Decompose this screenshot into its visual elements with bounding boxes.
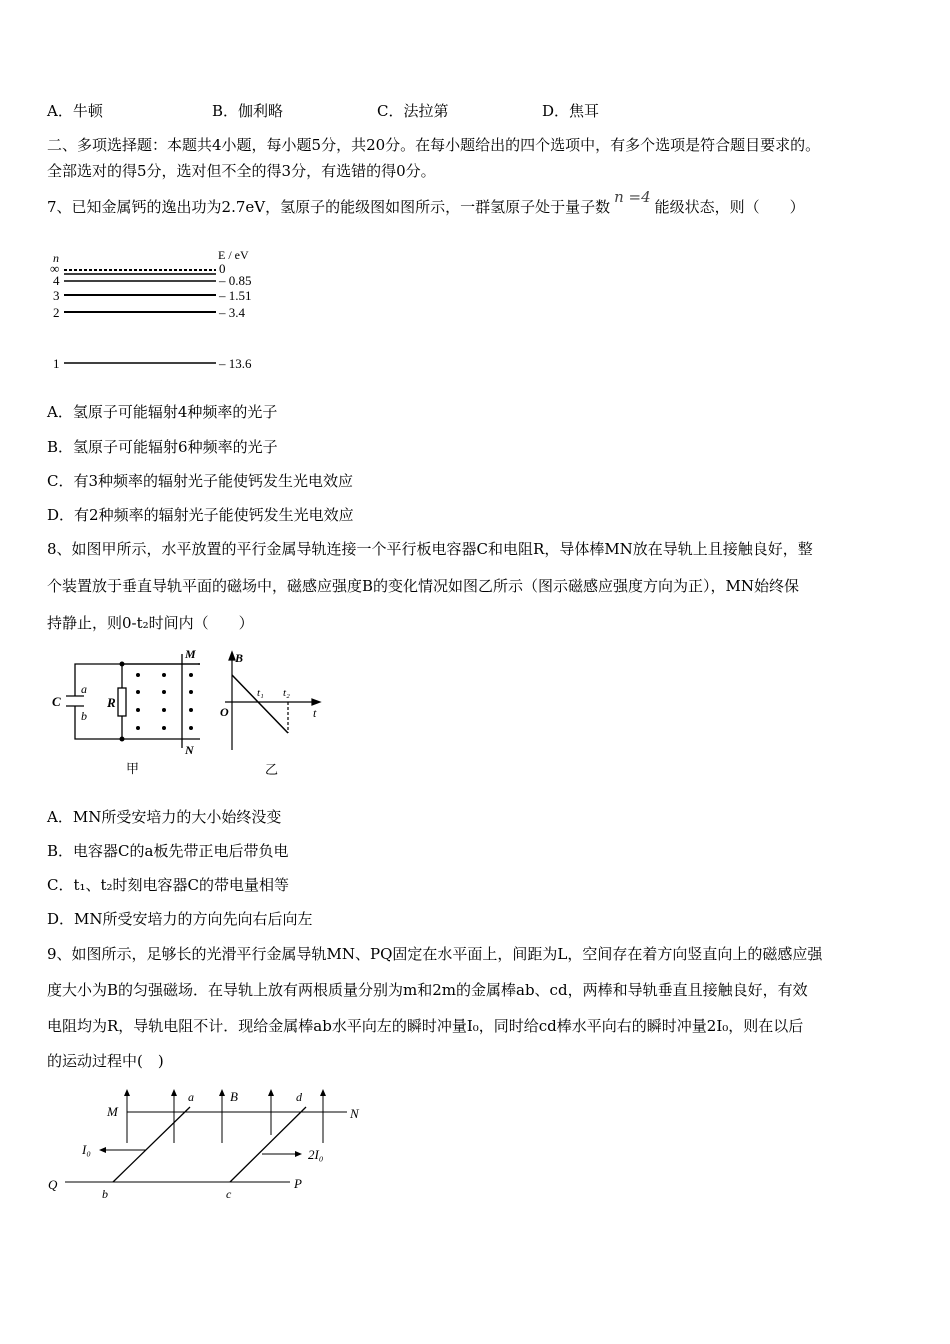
label-p: P [294,1176,302,1191]
q6-option-c: C．法拉第 [377,102,449,120]
label-a: a [81,682,87,696]
q8-option-c: C．t₁、t₂时刻电容器C的带电量相等 [47,876,290,894]
q6-option-b: B．伽利略 [212,102,284,120]
level-n: 1 [53,356,60,371]
label-n: N [350,1106,359,1121]
q9-stem-line: 度大小为B的匀强磁场．在导轨上放有两根质量分别为m和2m的金属棒ab、cd，两棒和导轨垂直且接触良好，有效 [47,981,808,999]
label-b: b [81,709,87,723]
label-m: M [185,647,196,661]
label-t-axis: t [313,706,317,720]
q9-stem-line: 电阻均为R，导轨电阻不计．现给金属棒ab水平向左的瞬时冲量I₀，同时给cd棒水平向右的瞬时冲量2I₀，则在以后 [47,1017,804,1035]
label-n: N [185,743,194,757]
level-n: ∞ [50,261,60,276]
q7-option-c: C．有3种频率的辐射光子能使钙发生光电效应 [47,472,354,490]
label-c: c [226,1187,232,1201]
label-d: d [296,1090,302,1104]
label-m: M [107,1104,118,1119]
section-heading-line: 二、多项选择题：本题共4小题，每小题5分，共20分。在每小题给出的四个选项中，有多个选项是符合题目要求的。 [47,136,821,154]
q7-stem-after: 能级状态，则（ ） [654,198,805,216]
energy-level-diagram [40,240,280,380]
q7-option-a: A．氢原子可能辐射4种频率的光子 [47,403,278,421]
q8-option-a: A．MN所受安培力的大小始终没变 [47,808,282,826]
label-2i0: 2I₀ [308,1147,324,1162]
level-n: 3 [53,288,60,303]
label-b-axis: B [235,651,244,665]
label-t1: t₁ [257,687,264,699]
caption-jia: 甲 [126,761,140,776]
section-heading-line: 全部选对的得5分，选对但不全的得3分，有选错的得0分。 [47,162,436,180]
q9-stem-line: 9、如图所示，足够长的光滑平行金属导轨MN、PQ固定在水平面上，间距为L，空间存在着方向竖直向上的磁感应强 [47,945,823,963]
label-i0: I₀ [82,1142,91,1157]
label-r: R [107,695,116,710]
q8-option-d: D．MN所受安培力的方向先向右后向左 [47,910,313,928]
magnetic-field-dots [136,673,193,730]
e-label: E / eV [218,248,249,262]
circuit-and-graph-figure [40,640,340,780]
label-field-b: B [230,1089,238,1104]
level-energy: – 13.6 [219,356,252,371]
label-q: Q [48,1177,58,1192]
q9-stem-line: 的运动过程中( ) [47,1052,164,1070]
q8-option-b: B．电容器C的a板先带正电后带负电 [47,842,289,860]
level-energy: – 3.4 [219,305,245,320]
label-a: a [188,1090,194,1104]
q7-option-d: D．有2种频率的辐射光子能使钙发生光电效应 [47,506,354,524]
level-energy: 0 [219,261,226,276]
q8-stem-line: 8、如图甲所示，水平放置的平行金属导轨连接一个平行板电容器C和电阻R，导体棒MN放在导轨上且接触良好，整 [47,540,813,558]
level-energy: – 0.85 [219,273,252,288]
caption-yi: 乙 [265,762,279,777]
q8-stem-line: 持静止，则0-t₂时间内（ ） [47,614,254,632]
b-t-graph [225,652,320,750]
q7-option-b: B．氢原子可能辐射6种频率的光子 [47,438,278,456]
label-origin: O [220,705,229,719]
rails-figure [40,1080,370,1205]
q7-formula: n =4 [614,188,651,206]
q7-stem-before: 7、已知金属钙的逸出功为2.7eV，氢原子的能级图如图所示，一群氢原子处于量子数 [47,198,611,216]
label-t2: t₂ [283,687,290,699]
level-n: 4 [53,273,60,288]
q6-option-d: D．焦耳 [542,102,600,120]
label-b: b [102,1187,108,1201]
q7-stem [47,188,805,217]
q8-stem-line: 个装置放于垂直导轨平面的磁场中，磁感应强度B的变化情况如图乙所示（图示磁感应强度方向为正），MN始终保 [47,577,800,595]
n-label: n [53,251,59,265]
level-energy: – 1.51 [219,288,252,303]
q6-option-a: A．牛顿 [47,102,103,120]
level-n: 2 [53,305,60,320]
label-c: C [52,694,61,709]
